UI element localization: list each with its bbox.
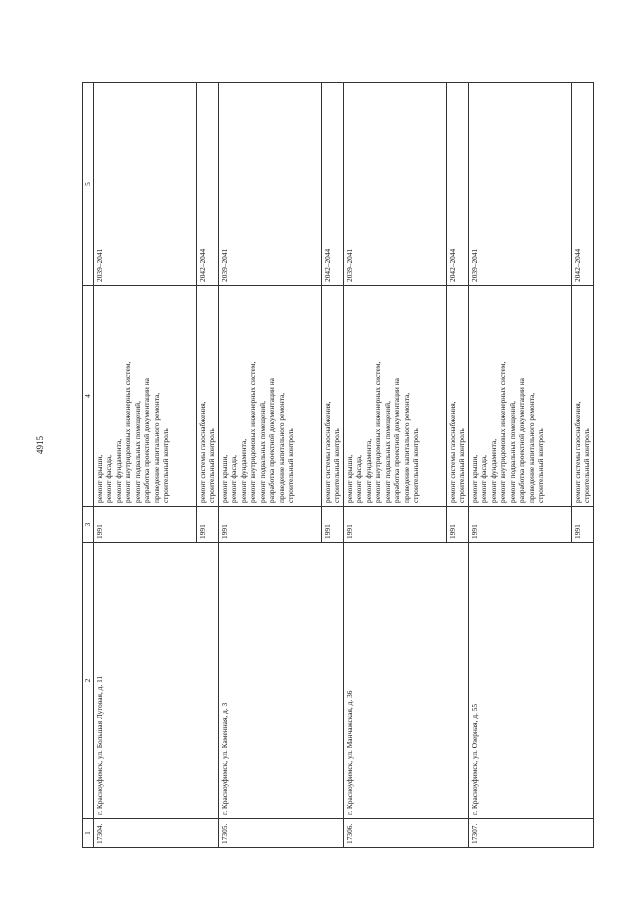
column-header-5: 5 xyxy=(83,83,94,286)
page-number: 4915 xyxy=(35,436,45,454)
subrow-year: 1991 xyxy=(571,507,593,543)
row-address: г. Красноуфимск, ул. Каменная, д. 3 xyxy=(218,543,343,819)
work-item: ремонт фундамента, xyxy=(488,438,498,503)
column-header-2: 2 xyxy=(83,543,94,819)
work-item: строительный контроль xyxy=(536,428,546,503)
row-period: 2039–2041 xyxy=(94,83,197,286)
work-item: проведение капитального ремонта, xyxy=(151,392,161,503)
work-item: проведение капитального ремонта, xyxy=(401,392,411,503)
work-item: разработка проектной документации на xyxy=(517,378,527,503)
subrow-works xyxy=(446,286,468,507)
work-item: ремонт системы газоснабжения, xyxy=(572,401,582,503)
work-item: разработка проектной документации на xyxy=(267,378,277,503)
work-item: ремонт фундамента, xyxy=(113,438,123,503)
row-works xyxy=(468,286,571,507)
subrow-year: 1991 xyxy=(321,507,343,543)
work-item: строительный контроль xyxy=(332,428,342,503)
work-item: ремонт системы газоснабжения, xyxy=(322,401,332,503)
column-header-4: 4 xyxy=(83,286,94,507)
row-works xyxy=(218,286,321,507)
column-header-3: 3 xyxy=(83,507,94,543)
row-year: 1991 xyxy=(468,507,571,543)
row-period: 2039–2041 xyxy=(218,83,321,286)
work-item: ремонт фасада, xyxy=(104,455,114,503)
table-row xyxy=(94,83,197,848)
work-item: ремонт фасада, xyxy=(354,455,364,503)
row-period: 2039–2041 xyxy=(468,83,571,286)
subrow-works xyxy=(571,286,593,507)
row-works xyxy=(94,286,197,507)
work-item: строительный контроль xyxy=(582,428,592,503)
work-item: ремонт системы газоснабжения, xyxy=(447,401,457,503)
work-item: ремонт фундамента, xyxy=(238,438,248,503)
work-item: строительный контроль xyxy=(161,428,171,503)
work-item: ремонт крыши, xyxy=(469,454,479,503)
work-item: строительный контроль xyxy=(411,428,421,503)
subrow-period: 2042–2044 xyxy=(321,83,343,286)
subrow-period: 2042–2044 xyxy=(197,83,219,286)
table-row xyxy=(468,83,571,848)
work-item: строительный контроль xyxy=(207,428,217,503)
subrow-year: 1991 xyxy=(446,507,468,543)
work-item: ремонт внутридомовых инженерных систем, xyxy=(373,361,383,503)
subrow-works xyxy=(197,286,219,507)
row-address: г. Красноуфимск, ул. Манчажская, д. 36 xyxy=(343,543,468,819)
work-item: ремонт подвальных помещений, xyxy=(257,401,267,503)
row-year: 1991 xyxy=(218,507,321,543)
work-item: ремонт внутридомовых инженерных систем, xyxy=(123,361,133,503)
subrow-year: 1991 xyxy=(197,507,219,543)
table-header-row xyxy=(83,83,94,848)
work-item: проведение капитального ремонта, xyxy=(526,392,536,503)
table-body xyxy=(94,83,594,848)
row-address: г. Красноуфимск, ул. Озерная, д. 55 xyxy=(468,543,593,819)
work-item: ремонт крыши, xyxy=(344,454,354,503)
work-item: ремонт фасада, xyxy=(479,455,489,503)
work-item: ремонт крыши, xyxy=(95,454,104,503)
work-item: ремонт подвальных помещений, xyxy=(507,401,517,503)
work-item: ремонт фасада, xyxy=(229,455,239,503)
table-row xyxy=(343,83,446,848)
work-item: ремонт подвальных помещений, xyxy=(382,401,392,503)
row-number: 17305. xyxy=(218,819,343,848)
subrow-period: 2042–2044 xyxy=(446,83,468,286)
work-item: ремонт внутридомовых инженерных систем, xyxy=(248,361,258,503)
work-item: разработка проектной документации на xyxy=(392,378,402,503)
repair-schedule-table xyxy=(82,82,594,848)
work-item: проведение капитального ремонта, xyxy=(276,392,286,503)
work-item: ремонт фундамента, xyxy=(363,438,373,503)
row-works xyxy=(343,286,446,507)
table-row xyxy=(218,83,321,848)
row-period: 2039–2041 xyxy=(343,83,446,286)
work-item: ремонт внутридомовых инженерных систем, xyxy=(498,361,508,503)
subrow-works xyxy=(321,286,343,507)
row-address: г. Красноуфимск, ул. Большая Луговая, д. 11 xyxy=(94,543,219,819)
subrow-period: 2042–2044 xyxy=(571,83,593,286)
rotated-table-container xyxy=(82,88,602,848)
work-item: строительный контроль xyxy=(457,428,467,503)
row-number: 17306. xyxy=(343,819,468,848)
work-item: строительный контроль xyxy=(286,428,296,503)
work-item: разработка проектной документации на xyxy=(142,378,152,503)
work-item: ремонт подвальных помещений, xyxy=(132,401,142,503)
work-item: ремонт системы газоснабжения, xyxy=(198,401,207,503)
work-item: ремонт крыши, xyxy=(219,454,229,503)
row-year: 1991 xyxy=(343,507,446,543)
row-year: 1991 xyxy=(94,507,197,543)
column-header-1: 1 xyxy=(83,819,94,848)
row-number: 17304. xyxy=(94,819,219,848)
row-number: 17307. xyxy=(468,819,593,848)
